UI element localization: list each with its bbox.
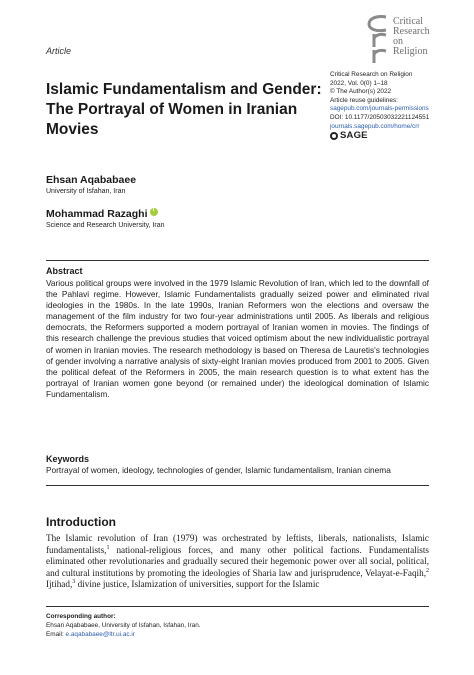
keywords-divider [46, 485, 429, 486]
keywords-heading: Keywords [46, 454, 90, 464]
intro-part-4: divine justice, Islamization of universities, support for the Islamic [75, 579, 320, 589]
title-line-1: Islamic Fundamentalism and Gender: [46, 81, 322, 98]
meta-doi[interactable]: DOI: 10.1177/20503032221124551 [330, 113, 430, 121]
logo-line-4: Religion [393, 46, 428, 57]
intro-part-3: Ijtihad, [46, 579, 73, 589]
footnote-ref-3[interactable]: 3 [72, 578, 76, 585]
reuse-link[interactable]: sagepub.com/journals-permissions [330, 105, 429, 113]
meta-journal: Critical Research on Religion [330, 71, 413, 78]
crr-logo-icon [366, 14, 392, 64]
author-block-2 [46, 208, 165, 229]
author-affiliation: Science and Research University, Iran [46, 222, 165, 229]
publisher-name: SAGE [340, 130, 368, 142]
email-link[interactable]: e.aqababaee@ltr.ui.ac.ir [65, 631, 135, 638]
logo-line-3: on [393, 36, 403, 47]
footnote-ref-1[interactable]: 1 [106, 544, 110, 551]
corresponding-author [46, 612, 426, 639]
meta-reuse: Article reuse guidelines: [330, 96, 398, 104]
author-name: Ehsan Aqababaee [46, 174, 137, 186]
orcid-icon[interactable] [150, 208, 158, 216]
abstract-divider [46, 260, 429, 261]
footnote-ref-2[interactable]: 2 [426, 567, 429, 574]
keywords-text: Portrayal of women, ideology, technologies of gender, Islamic fundamentalism, Iranian cinema [46, 465, 391, 475]
author-affiliation: University of Isfahan, Iran [46, 188, 126, 195]
paper-title [46, 80, 322, 140]
article-type-label: Article [46, 46, 72, 56]
author-block-1 [46, 174, 136, 195]
title-line-3: Movies [46, 121, 99, 138]
intro-part-2: national-religious forces, and many other political factions. Fundamentalists eliminated other revolutionaries and gradually secured their hegemonic power over all social, political, and cultural institutions by promoting the ideologies of Sharia law and jurisprudence, Velayat-e-Faqih, [46, 544, 429, 578]
journal-link[interactable]: journals.sagepub.com/home/crr [330, 122, 420, 130]
intro-part-1: The Islamic revolution of Iran (1979) was orchestrated by leftists, liberals, nationalists, Islamic fundamentalists, [46, 533, 429, 555]
corresponding-label: Corresponding author: [46, 613, 116, 620]
abstract-text: Various political groups were involved in the 1979 Islamic Revolution of Iran, which led to the downfall of the Pahlavi regime. However, Islamic Fundamentalists gradually seized power and eliminated rival ideologies in the 1980s. In the late 1990s, Iranian Reformers won the elections and oversaw the management of the film industry for two four-year administrations until 2005. As liberals and religious democrats, the Reformers supported a modern portrayal of Iranian women in movies. The findings of this research challenge the previous studies that voiced optimism about the new individualistic portrayal of women in Iranian movies. The research methodology is based on Theresa de Lauretis's technologies of gender involving a narrative analysis of sixty-eight Iranian movies produced from 2001 to 2005. Given the political defeat of the Reformers in 2005, the main research question is to what extent has the portrayal of Iranian women gone beyond (or remained under) the ideological domination of Islamic Fundamentalism. [46, 278, 429, 399]
introduction-text [46, 533, 429, 591]
journal-logo [366, 14, 466, 64]
title-line-2: The Portrayal of Women in Iranian [46, 101, 298, 118]
logo-line-1: Critical [393, 16, 423, 27]
sage-icon [330, 132, 338, 140]
footer-divider [46, 606, 429, 607]
introduction-heading: Introduction [46, 515, 116, 529]
abstract-heading: Abstract [46, 266, 83, 276]
meta-volume: 2022, Vol. 0(0) 1–18 [330, 79, 388, 87]
corresponding-email-row [46, 630, 426, 639]
meta-copyright: © The Author(s) 2022 [330, 88, 392, 96]
journal-metadata [330, 71, 460, 141]
author-name-row [46, 208, 165, 220]
logo-line-2: Research [393, 26, 430, 37]
publisher-logo [330, 132, 460, 141]
corresponding-address: Ehsan Aqababaee, University of Isfahan, Isfahan, Iran. [46, 622, 201, 629]
email-label: Email: [46, 631, 66, 638]
author-name: Mohammad Razaghi [46, 208, 148, 220]
